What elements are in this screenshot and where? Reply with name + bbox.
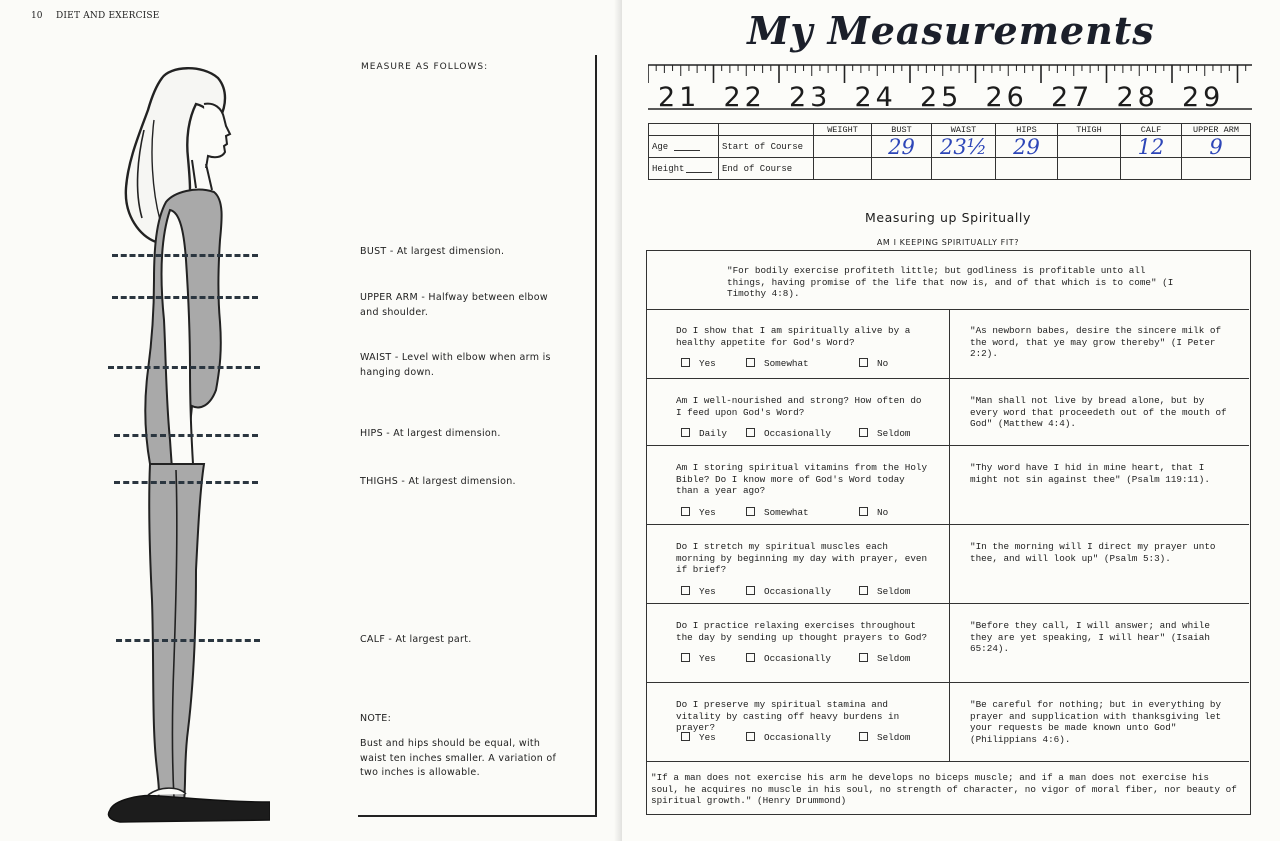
calf-label: CALF bbox=[360, 634, 386, 645]
thighs-measure-line bbox=[114, 481, 258, 484]
col-hips: HIPS bbox=[996, 124, 1058, 136]
option-occasionally[interactable] bbox=[746, 428, 831, 439]
thighs-instruction bbox=[360, 475, 570, 490]
end-weight[interactable] bbox=[814, 158, 872, 180]
ruler-number: 26 bbox=[985, 82, 1028, 110]
table-row bbox=[649, 158, 1251, 180]
question-text: Do I preserve my spiritual stamina and vitality by casting off heavy burdens in prayer? bbox=[676, 699, 900, 733]
option-label: Yes bbox=[699, 358, 716, 369]
option-no[interactable] bbox=[859, 358, 888, 369]
option-yes[interactable] bbox=[681, 653, 716, 664]
checkbox[interactable] bbox=[746, 358, 755, 367]
woman-figure-illustration bbox=[100, 60, 270, 825]
age-blank[interactable] bbox=[674, 142, 700, 151]
bust-text: - At largest dimension. bbox=[386, 246, 505, 257]
option-yes[interactable] bbox=[681, 507, 716, 518]
question-row bbox=[647, 446, 1249, 525]
page-title: My Measurements bbox=[747, 8, 1155, 53]
waist-text: - Level with elbow when arm is hanging down. bbox=[360, 352, 551, 378]
option-label: Occasionally bbox=[764, 585, 831, 597]
header-blank-1 bbox=[649, 124, 719, 136]
option-seldom[interactable] bbox=[859, 732, 910, 743]
option-label: Seldom bbox=[877, 653, 911, 664]
hips-label: HIPS bbox=[360, 428, 383, 439]
height-label: Height bbox=[652, 163, 685, 174]
frame-right-rule bbox=[595, 55, 597, 817]
question-text: Do I show that I am spiritually alive by a healthy appetite for God's Word? bbox=[676, 325, 911, 348]
ruler-number: 28 bbox=[1116, 82, 1159, 110]
ruler-number: 21 bbox=[658, 82, 701, 110]
question-row bbox=[647, 309, 1249, 379]
start-bust[interactable]: 29 bbox=[872, 136, 932, 158]
upper-arm-measure-line bbox=[112, 296, 258, 299]
table-header-row bbox=[649, 124, 1251, 136]
scripture-quote: "Thy word have I hid in mine heart, that I might not sin against thee" (Psalm 119:11). bbox=[970, 462, 1210, 485]
end-bust[interactable] bbox=[872, 158, 932, 180]
hips-measure-line bbox=[114, 434, 258, 437]
option-label: No bbox=[877, 506, 889, 518]
option-label: Occasionally bbox=[764, 732, 831, 743]
upper-arm-text: - Halfway between elbow and shoulder. bbox=[360, 292, 548, 318]
question-row bbox=[647, 683, 1249, 761]
upper-arm-instruction bbox=[360, 291, 550, 320]
spiritual-fitness-box bbox=[646, 250, 1251, 815]
upper-arm-label: UPPER ARM bbox=[360, 292, 419, 303]
checkbox[interactable] bbox=[746, 732, 755, 741]
checkbox[interactable] bbox=[681, 507, 690, 516]
option-label: Occasionally bbox=[764, 428, 831, 439]
hips-instruction bbox=[360, 427, 570, 442]
end-waist[interactable] bbox=[932, 158, 996, 180]
frame-bottom-rule bbox=[358, 815, 596, 817]
checkbox[interactable] bbox=[859, 653, 868, 662]
end-hips[interactable] bbox=[996, 158, 1058, 180]
thighs-label: THIGHS bbox=[360, 476, 399, 487]
calf-text: - At largest part. bbox=[385, 634, 472, 645]
option-label: Yes bbox=[699, 506, 716, 518]
scripture-quote: "In the morning will I direct my prayer unto thee, and will look up" (Psalm 5:3). bbox=[970, 541, 1216, 564]
option-seldom[interactable] bbox=[859, 586, 910, 597]
start-thigh[interactable] bbox=[1058, 136, 1121, 158]
checkbox[interactable] bbox=[681, 586, 690, 595]
outro-quote: "If a man does not exercise his arm he develops no biceps muscle; and if a man does not exercise his soul, he acquires no muscle in his soul, no strength of character, no vigor of moral fiber, nor beauty of spiritual growth." (Henry Drummond) bbox=[651, 772, 1237, 806]
thighs-text: - At largest dimension. bbox=[398, 476, 516, 487]
option-label: Somewhat bbox=[764, 506, 809, 518]
start-hips[interactable]: 29 bbox=[996, 136, 1058, 158]
col-calf: CALF bbox=[1121, 124, 1182, 136]
option-label: Yes bbox=[699, 732, 716, 743]
checkbox[interactable] bbox=[859, 507, 868, 516]
note-text: Bust and hips should be equal, with waist ten inches smaller. A variation of two inches is allowable. bbox=[360, 738, 557, 778]
checkbox[interactable] bbox=[859, 586, 868, 595]
checkbox[interactable] bbox=[859, 732, 868, 741]
option-label: Somewhat bbox=[764, 358, 809, 369]
checkbox[interactable] bbox=[746, 507, 755, 516]
start-label: Start of Course bbox=[719, 136, 814, 158]
calf-instruction bbox=[360, 633, 570, 648]
option-label: Seldom bbox=[877, 732, 911, 743]
end-thigh[interactable] bbox=[1058, 158, 1121, 180]
age-cell bbox=[649, 136, 719, 158]
question-row bbox=[647, 604, 1249, 683]
bust-label: BUST bbox=[360, 246, 387, 257]
waist-measure-line bbox=[108, 366, 260, 369]
checkbox[interactable] bbox=[681, 732, 690, 741]
ruler-number: 27 bbox=[1051, 82, 1094, 110]
col-weight: WEIGHT bbox=[814, 124, 872, 136]
checkbox[interactable] bbox=[746, 586, 755, 595]
ruler-number: 22 bbox=[723, 82, 766, 110]
hips-text: - At largest dimension. bbox=[382, 428, 501, 439]
start-weight[interactable] bbox=[814, 136, 872, 158]
option-label: Seldom bbox=[877, 428, 911, 439]
option-label: Yes bbox=[699, 585, 716, 597]
col-upper-arm: UPPER ARM bbox=[1182, 124, 1251, 136]
checkbox[interactable] bbox=[746, 653, 755, 662]
option-yes[interactable] bbox=[681, 358, 716, 369]
option-somewhat[interactable] bbox=[746, 358, 809, 369]
header-blank-2 bbox=[719, 124, 814, 136]
option-occasionally[interactable] bbox=[746, 653, 831, 664]
section-title: Measuring up Spiritually bbox=[864, 210, 1032, 225]
end-calf[interactable] bbox=[1121, 158, 1182, 180]
option-seldom[interactable] bbox=[859, 653, 910, 664]
instructions-title: MEASURE AS FOLLOWS: bbox=[361, 62, 489, 72]
bust-instruction bbox=[360, 245, 570, 260]
ruler-number: 25 bbox=[920, 82, 963, 110]
note-title: NOTE: bbox=[360, 713, 392, 724]
question-text: Do I stretch my spiritual muscles each morning by beginning my day with prayer, even if brief? bbox=[676, 541, 928, 575]
col-thigh: THIGH bbox=[1058, 124, 1121, 136]
option-daily[interactable] bbox=[681, 428, 727, 439]
checkbox[interactable] bbox=[859, 358, 868, 367]
question-text: Am I storing spiritual vitamins from the Holy Bible? Do I know more of God's Word today than a year ago? bbox=[676, 462, 928, 496]
height-cell bbox=[649, 158, 719, 180]
waist-instruction bbox=[360, 351, 565, 380]
section-subtitle: AM I KEEPING SPIRITUALLY FIT? bbox=[876, 238, 1020, 247]
question-row bbox=[647, 525, 1249, 604]
waist-label: WAIST bbox=[360, 352, 392, 363]
option-occasionally[interactable] bbox=[746, 732, 831, 743]
scripture-quote: "Man shall not live by bread alone, but by every word that proceedeth out of the mouth of God" (Matthew 4:4). bbox=[970, 395, 1227, 429]
col-waist: WAIST bbox=[932, 124, 996, 136]
age-label: Age bbox=[652, 141, 669, 152]
option-label: Daily bbox=[699, 428, 727, 439]
tape-measure-ruler bbox=[648, 64, 1252, 110]
end-upper-arm[interactable] bbox=[1182, 158, 1251, 180]
checkbox[interactable] bbox=[681, 428, 690, 437]
start-upper-arm[interactable]: 9 bbox=[1182, 136, 1251, 158]
option-label: Occasionally bbox=[764, 653, 831, 664]
checkbox[interactable] bbox=[746, 428, 755, 437]
scripture-quote: "Before they call, I will answer; and while they are yet speaking, I will hear" (Isaiah 65:24). bbox=[970, 620, 1210, 654]
option-yes[interactable] bbox=[681, 732, 716, 743]
ruler-number: 23 bbox=[789, 82, 832, 110]
option-label: No bbox=[877, 358, 889, 369]
checkbox[interactable] bbox=[681, 358, 690, 367]
ruler-number: 29 bbox=[1182, 82, 1225, 110]
bust-measure-line bbox=[112, 254, 258, 257]
page-number: 10 bbox=[31, 11, 43, 21]
intro-quote: "For bodily exercise profiteth little; but godliness is profitable unto all things, having promise of the life that now is, and of that which is to come" (I Timothy 4:8). bbox=[727, 265, 1174, 299]
left-page bbox=[0, 0, 622, 841]
ruler-number: 24 bbox=[854, 82, 897, 110]
question-text: Am I well-nourished and strong? How often do I feed upon God's Word? bbox=[676, 395, 922, 418]
start-calf[interactable]: 12 bbox=[1121, 136, 1182, 158]
checkbox[interactable] bbox=[681, 653, 690, 662]
height-blank[interactable] bbox=[686, 164, 712, 173]
col-bust: BUST bbox=[872, 124, 932, 136]
question-row bbox=[647, 379, 1249, 446]
option-label: Yes bbox=[699, 653, 716, 664]
measurements-table bbox=[648, 123, 1251, 180]
option-seldom[interactable] bbox=[859, 428, 910, 439]
option-yes[interactable] bbox=[681, 586, 716, 597]
running-title: DIET AND EXERCISE bbox=[56, 11, 160, 21]
scripture-quote: "Be careful for nothing; but in everything by prayer and supplication with thanksgiving let your requests be made known unto God" (Philippians 4:6). bbox=[970, 699, 1222, 745]
option-label: Seldom bbox=[877, 585, 911, 597]
start-waist[interactable]: 23½ bbox=[932, 136, 996, 158]
checkbox[interactable] bbox=[859, 428, 868, 437]
question-text: Do I practice relaxing exercises throughout the day by sending up thought prayers to God? bbox=[676, 620, 928, 643]
end-label: End of Course bbox=[719, 158, 814, 180]
calf-measure-line bbox=[116, 639, 260, 642]
divider bbox=[647, 761, 1249, 762]
option-somewhat[interactable] bbox=[746, 507, 809, 518]
option-occasionally[interactable] bbox=[746, 586, 831, 597]
table-row bbox=[649, 136, 1251, 158]
option-no[interactable] bbox=[859, 507, 888, 518]
scripture-quote: "As newborn babes, desire the sincere milk of the word, that ye may grow thereby" (I Peter 2:2). bbox=[970, 325, 1222, 359]
